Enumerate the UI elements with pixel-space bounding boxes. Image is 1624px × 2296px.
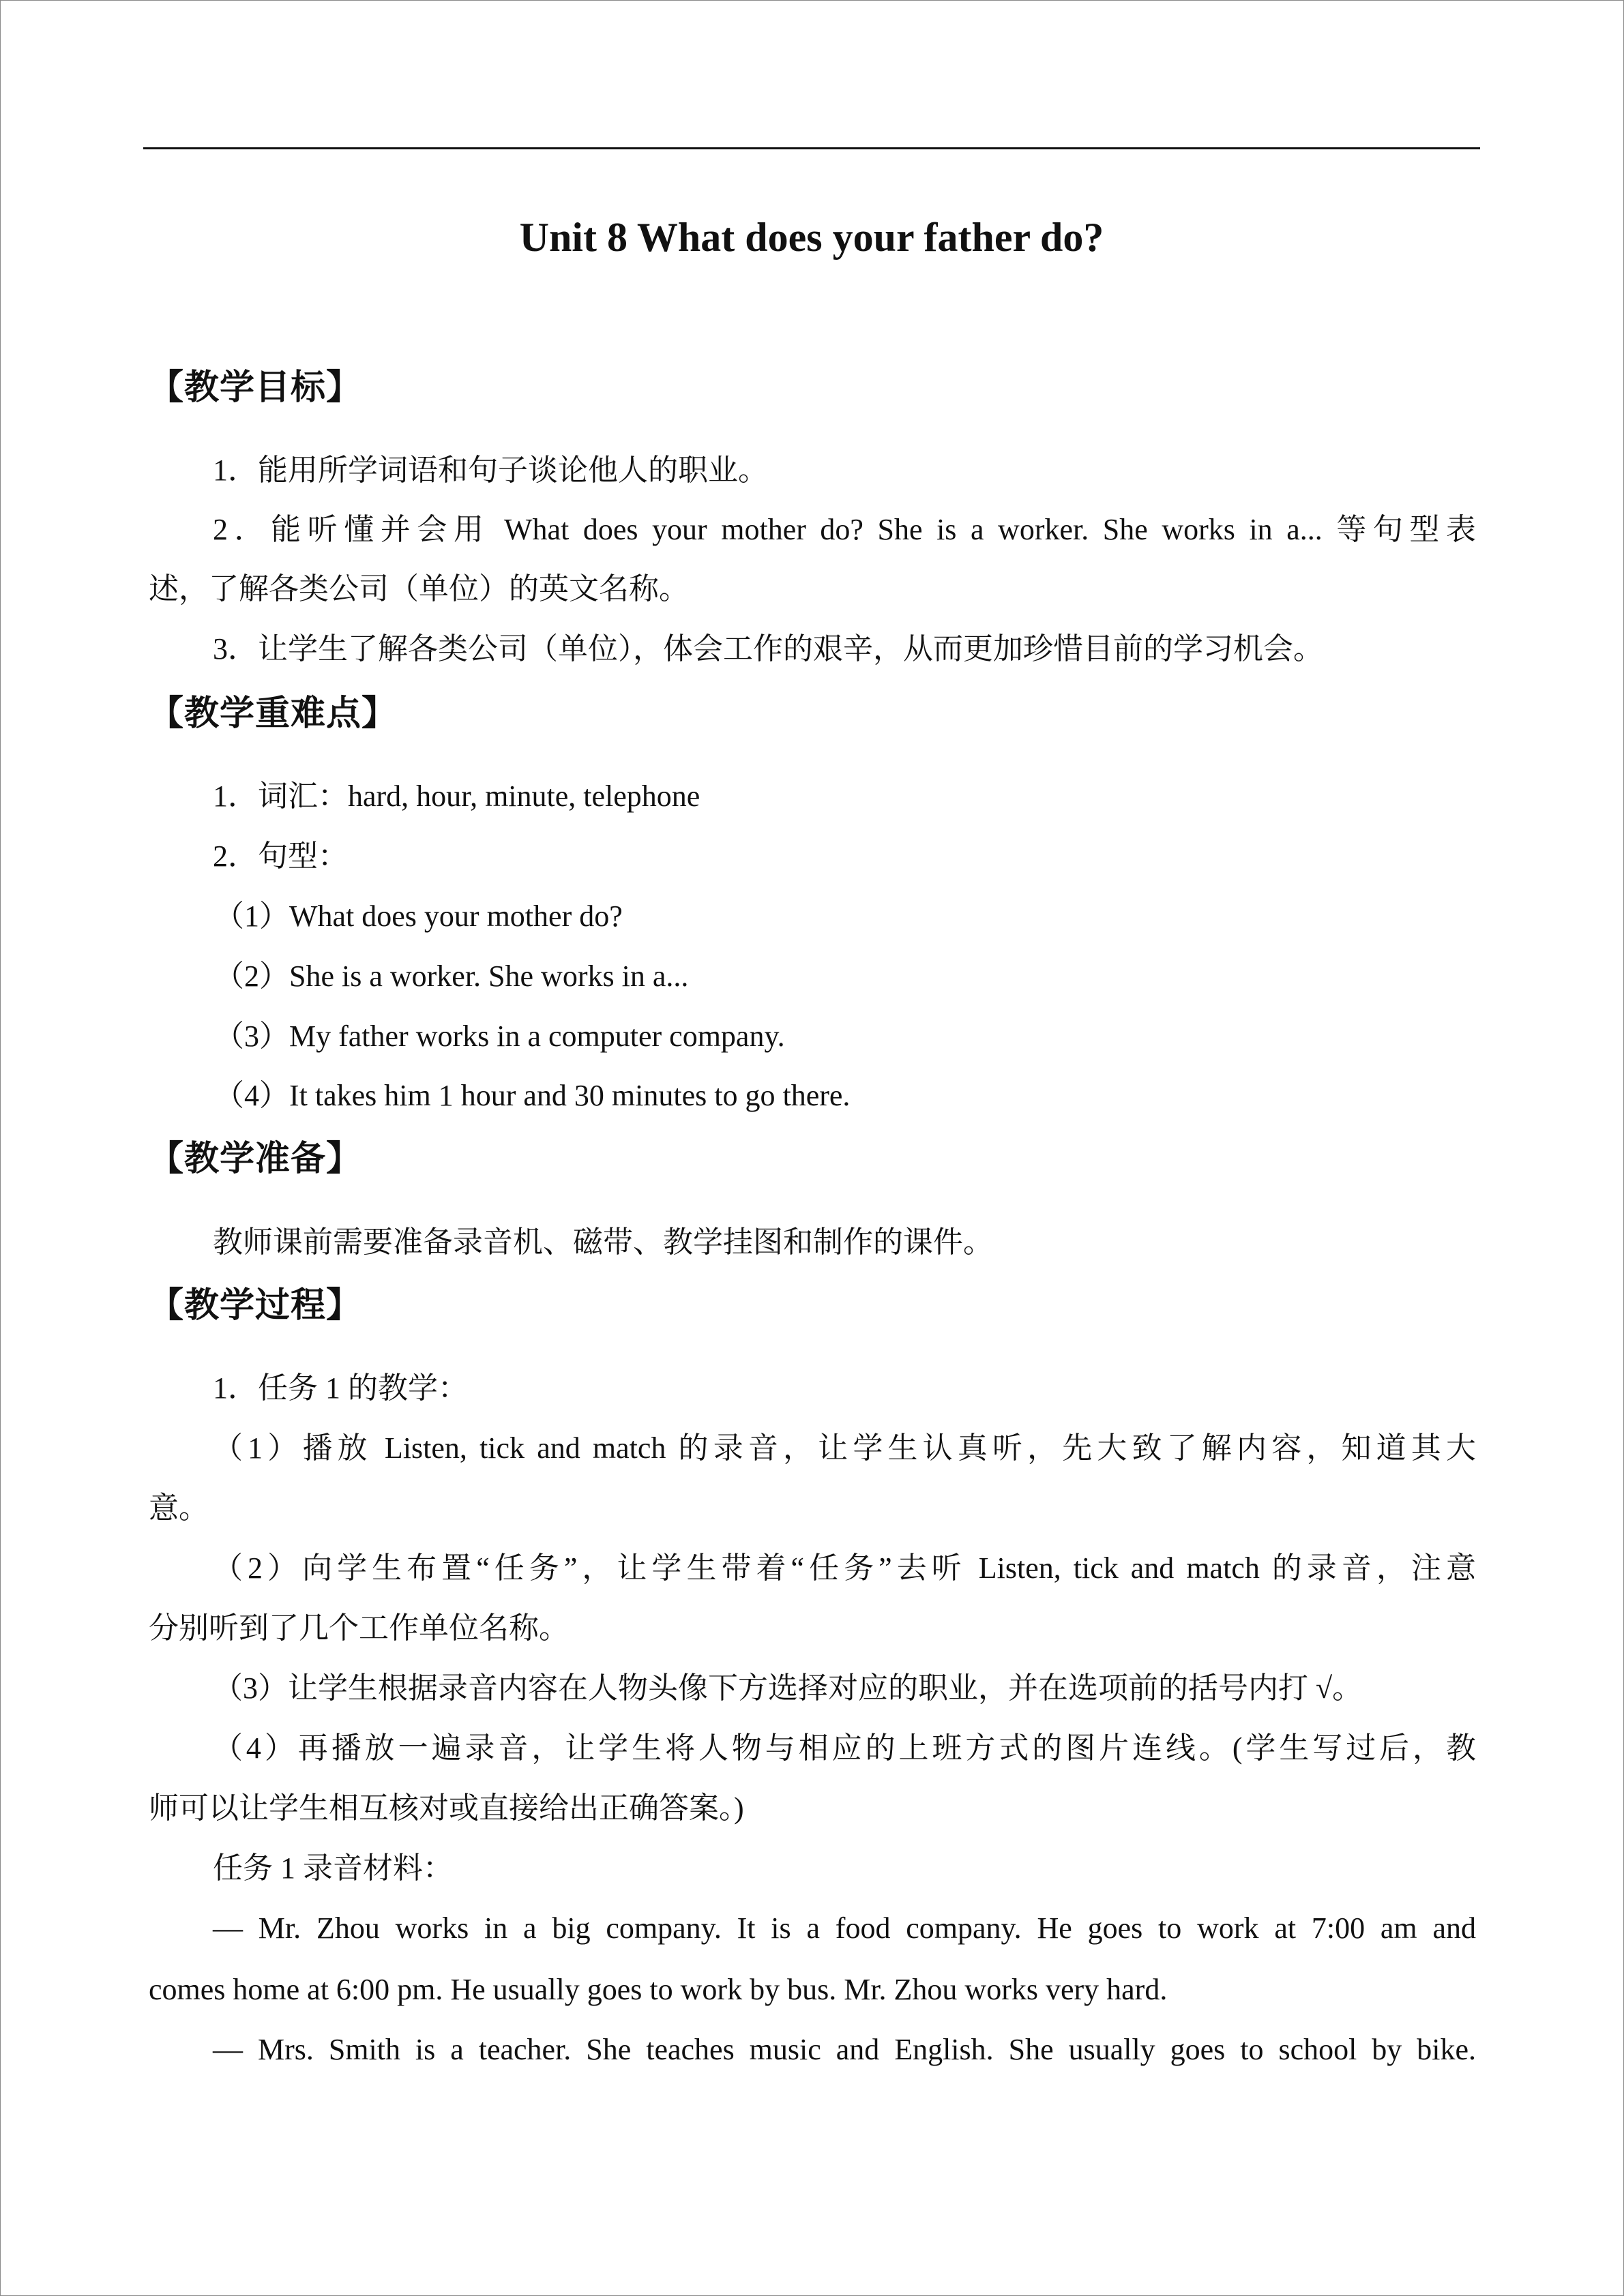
sentence-1: （1）What does your mother do?	[214, 899, 623, 933]
preparation-text: 教师课前需要准备录音机、磁带、教学挂图和制作的课件。	[213, 1225, 993, 1259]
objective-2-cont: 述，了解各类公司（单位）的英文名称。	[149, 572, 689, 606]
sentence-2: （2）She is a worker. She works in a...	[214, 959, 689, 993]
objective-2: 2．能听懂并会用 What does your mother do? She is a worker. She works in a... 等句型表	[213, 513, 1476, 546]
heading-preparation: 【教学准备】	[149, 1140, 362, 1178]
objective-3: 3．让学生了解各类公司（单位），体会工作的艰辛，从而更加珍惜目前的学习机会。	[213, 632, 1323, 666]
recording-line-1-cont: comes home at 6:00 pm. He usually goes to work by bus. Mr. Zhou works very hard.	[149, 1973, 1168, 2006]
process-step-3: （3）让学生根据录音内容在人物头像下方选择对应的职业，并在选项前的括号内打 √。	[213, 1671, 1363, 1705]
process-step-1: （1）播放 Listen, tick and match 的录音，让学生认真听，先大致了解内容，知道其大	[213, 1431, 1476, 1465]
recording-line-2: — Mrs. Smith is a teacher. She teaches music and English. She usually goes to school by bike.	[213, 2033, 1476, 2066]
header-rule	[143, 147, 1480, 149]
heading-objectives: 【教学目标】	[149, 369, 362, 407]
sentence-4: （4）It takes him 1 hour and 30 minutes to go there.	[214, 1079, 851, 1112]
sentence-3: （3）My father works in a computer company.	[214, 1019, 785, 1053]
recording-line-1: — Mr. Zhou works in a big company. It is a food company. He goes to work at 7:00 am and	[213, 1911, 1476, 1945]
process-step-2-cont: 分别听到了几个工作单位名称。	[149, 1611, 569, 1645]
key-point-vocabulary: 1．词汇：hard, hour, minute, telephone	[213, 779, 700, 813]
process-task-1: 1．任务 1 的教学：	[213, 1371, 468, 1405]
objective-1: 1．能用所学词语和句子谈论他人的职业。	[213, 453, 768, 487]
recording-heading: 任务 1 录音材料：	[213, 1851, 453, 1885]
process-step-2: （2）向学生布置“任务”，让学生带着“任务”去听 Listen, tick and match 的录音，注意	[213, 1551, 1476, 1585]
document-title: Unit 8 What does your father do?	[519, 215, 1104, 260]
process-step-4-cont: 师可以让学生相互核对或直接给出正确答案。)	[149, 1791, 744, 1825]
process-step-4: （4）再播放一遍录音，让学生将人物与相应的上班方式的图片连线。(学生写过后，教	[213, 1731, 1476, 1765]
heading-key-points: 【教学重难点】	[149, 695, 398, 733]
process-step-1-cont: 意。	[149, 1491, 209, 1525]
heading-process: 【教学过程】	[149, 1287, 362, 1325]
key-point-sentences: 2．句型：	[213, 839, 348, 873]
